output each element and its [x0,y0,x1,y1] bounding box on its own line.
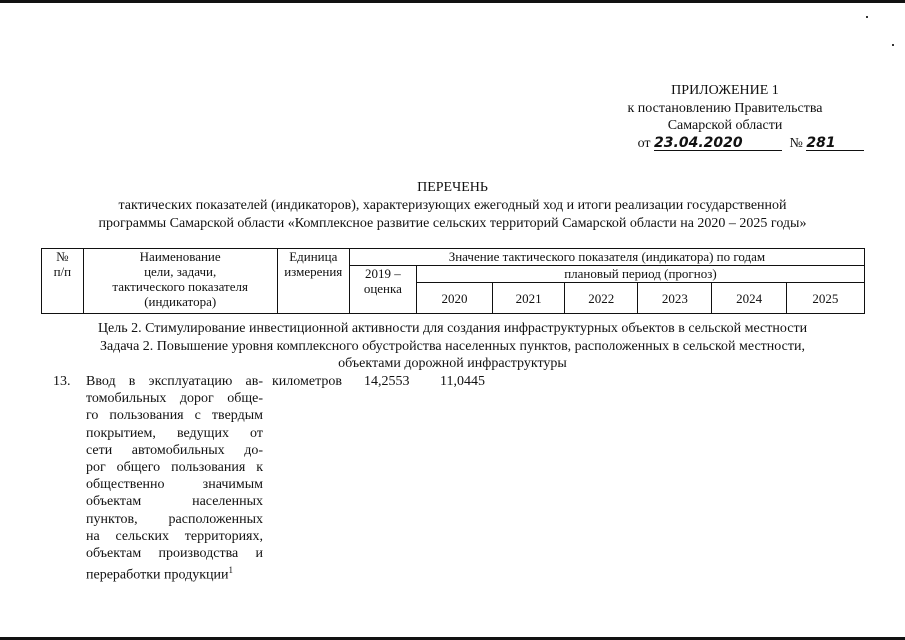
header-year-cell: 2022 [565,283,638,314]
number-prefix: № [789,135,803,151]
header-estimate-line-2: оценка [363,281,402,296]
row-value-2019: 14,2553 [364,374,410,389]
footnote-mark: 1 [228,565,233,576]
row-unit: километров [272,374,342,389]
name-line-last-text: переработки продукции [86,567,229,583]
name-line: покрытием, ведущих от [86,425,263,441]
indicator-table-header [41,248,865,314]
scan-speck [866,16,868,18]
row-number: 13. [53,374,71,389]
header-unit-line-2: измерения [284,264,343,279]
header-number-line-1: № [56,249,69,264]
header-cell-name [83,249,277,314]
header-name-line-2: цели, задачи, [144,264,217,279]
appendix-date-line [560,135,890,153]
header-year-cell: 2025 [786,283,864,314]
header-name-line-4: (индикатора) [144,294,217,309]
name-line: объектам производства и [86,546,263,562]
appendix-title: ПРИЛОЖЕНИЕ 1 [671,83,779,98]
task-line-1: Задача 2. Повышение уровня комплексного обустройства населенных пунктов, расположенных в сельской местности, [100,339,805,354]
row-value-2020: 11,0445 [440,374,485,389]
name-line: сети автомобильных до- [86,442,263,458]
document-subtitle-line-2: программы Самарской области «Комплексное развитие сельских территорий Самарской области на 2020 – 2025 годы» [98,216,807,231]
header-unit-line-1: Единица [289,249,338,264]
appendix-line-1: к постановлению Правительства [627,100,823,116]
appendix-block [560,82,890,152]
handwritten-number: 281 [806,136,864,151]
header-cell-unit [277,249,349,314]
task-line-2: объектами дорожной инфраструктуры [338,356,567,371]
name-line: томобильных дорог обще- [86,391,263,407]
appendix-line-2: Самарской области [667,118,783,133]
header-name-line-1: Наименование [139,249,221,264]
header-year-cell: 2020 [416,283,492,314]
name-line: рог общего пользования к [86,460,263,476]
header-year-cell: 2024 [712,283,786,314]
name-line: общественно значимым [86,477,263,493]
name-line: пунктов, расположенных [86,511,263,527]
header-cell-estimate [349,266,416,314]
header-cell-number [42,249,84,314]
header-year-cell: 2023 [638,283,712,314]
header-name-line-3: тактического показателя [112,279,248,294]
document-subtitle-line-1: тактических показателей (индикаторов), характеризующих ежегодный ход и итоги реализации государственной [118,198,787,213]
document-title: ПЕРЕЧЕНЬ [417,180,488,195]
goal-line: Цель 2. Стимулирование инвестиционной активности для создания инфраструктурных объектов в сельской местности [97,321,808,336]
header-year-cell: 2021 [493,283,565,314]
name-line: Ввод в эксплуатацию ав- [86,374,263,389]
scan-top-border [0,0,905,3]
date-prefix: от [637,135,651,151]
header-estimate-line-1: 2019 – [364,266,401,281]
header-cell-value: Значение тактического показателя (индикатора) по годам [349,249,864,266]
name-line: на сельских территориях, [86,528,263,544]
header-cell-plan: плановый период (прогноз) [416,266,864,283]
name-line: объектам населенных [86,494,263,510]
header-number-line-2: п/п [53,264,72,279]
name-line: го пользования с твердым [86,408,263,424]
handwritten-date: 23.04.2020 [654,136,782,151]
scan-speck [892,44,894,46]
name-line-last [86,562,263,584]
row-indicator-name [86,373,263,584]
